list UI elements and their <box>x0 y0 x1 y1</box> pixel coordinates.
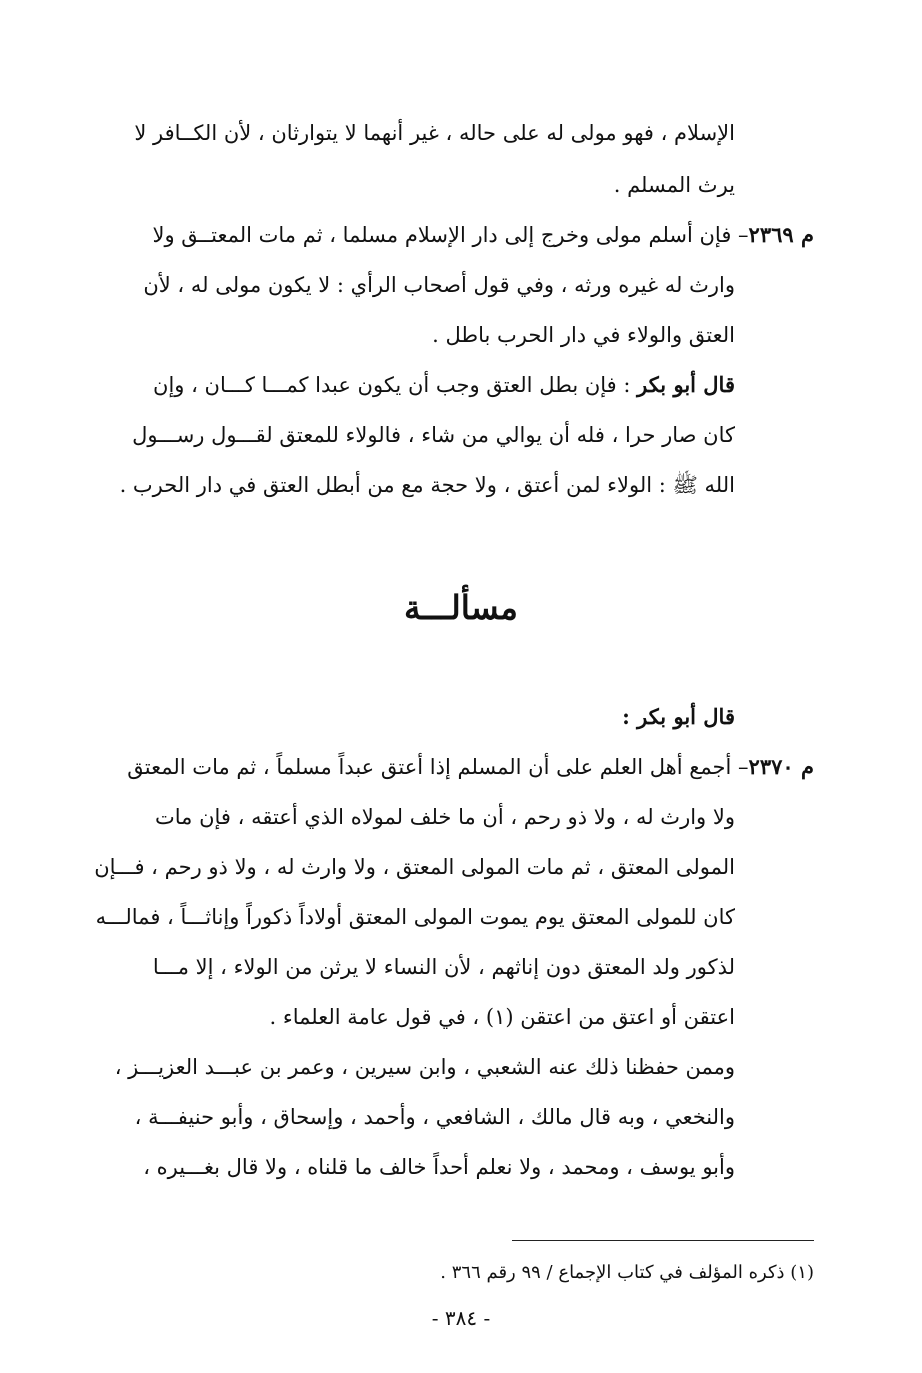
text-line: يرث المسلم . <box>613 173 735 197</box>
speaker-label: قال أبو بكر <box>637 372 735 397</box>
text-line: كان صار حرا ، فله أن يوالي من شاء ، فالولاء للمعتق لقـــول رســـول <box>132 423 735 447</box>
text-line: المولى المعتق ، ثم مات المولى المعتق ، ولا وارث له ، ولا ذو رحم ، فـــإن <box>94 855 735 879</box>
issue-number: م ٢٣٧٠ <box>748 754 814 779</box>
text-line: ولا وارث له ، ولا ذو رحم ، أن ما خلف لمولاه الذي أعتقه ، فإن مات <box>154 805 735 829</box>
issue-2369-first-line <box>153 218 814 252</box>
text-line: وأبو يوسف ، ومحمد ، ولا نعلم أحداً خالف ما قلناه ، ولا قال بغـــيره ، <box>143 1155 735 1179</box>
footnote: (١) ذكره المؤلف في كتاب الإجماع / ٩٩ رقم ٣٦٦ . <box>440 1262 814 1283</box>
issue-2370-first-line <box>127 750 814 784</box>
text-line: وممن حفظنا ذلك عنه الشعبي ، وابن سيرين ، وعمر بن عبـــد العزيـــز ، <box>114 1055 735 1079</box>
issue-number: م ٢٣٦٩ <box>748 222 814 247</box>
section-heading: مسألـــة <box>404 588 518 627</box>
text-line: وارث له غيره ورثه ، وفي قول أصحاب الرأي : لا يكون مولى له ، لأن <box>143 273 735 297</box>
text-line: لذكور ولد المعتق دون إناثهم ، لأن النساء لا يرثن من الولاء ، إلا مـــا <box>152 955 735 979</box>
footnote-divider <box>512 1240 814 1241</box>
text: – فإن أسلم مولى وخرج إلى دار الإسلام مسلما ، ثم مات المعتــق ولا <box>152 223 749 247</box>
text-line: العتق والولاء في دار الحرب باطل . <box>432 323 735 347</box>
text-line: كان للمولى المعتق يوم يموت المولى المعتق أولاداً ذكوراً وإناثـــاً ، فمالـــه <box>95 905 735 929</box>
text-line: الإسلام ، فهو مولى له على حاله ، غير أنهما لا يتوارثان ، لأن الكــافر لا <box>134 121 735 145</box>
text: – أجمع أهل العلم على أن المسلم إذا أعتق عبداً مسلماً ، ثم مات المعتق <box>127 755 749 779</box>
page-number: - ٣٨٤ - <box>431 1306 491 1330</box>
text-line: الله ﷺ : الولاء لمن أعتق ، ولا حجة مع من أبطل العتق في دار الحرب . <box>119 473 735 497</box>
abu-bakr-first-line <box>153 368 735 402</box>
speaker-label: قال أبو بكر : <box>622 704 735 729</box>
text-line: والنخعي ، وبه قال مالك ، الشافعي ، وأحمد ، وإسحاق ، وأبو حنيفـــة ، <box>134 1105 735 1129</box>
text-line: اعتقن أو اعتق من اعتقن (١) ، في قول عامة العلماء . <box>269 1005 735 1029</box>
text: : فإن بطل العتق وجب أن يكون عبدا كمـــا كـــان ، وإن <box>153 373 638 397</box>
